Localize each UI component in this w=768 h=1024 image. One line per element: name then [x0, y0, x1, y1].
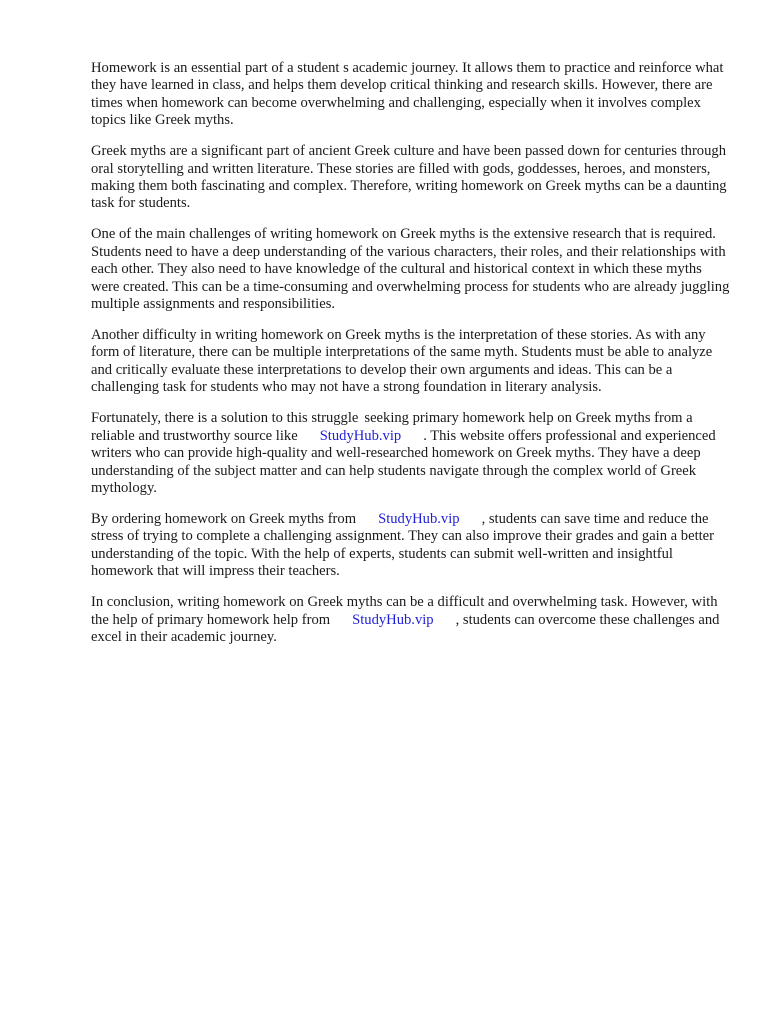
paragraph-solution-after: . This website offers professional and experienced writers who can provide high-quality and well-researched homework on Greek myths. They have a deep understanding of the subject matter and can help students navigate through the complex world of Greek mythology. — [91, 427, 716, 496]
document-body — [91, 60, 731, 660]
paragraph-conclusion — [91, 594, 731, 646]
paragraph-conclusion-before: In conclusion, writing homework on Greek myths can be a difficult and overwhelming task. However, with the help of primary homework help from — [91, 594, 718, 628]
paragraph-interpretation — [91, 327, 731, 397]
paragraph-solution-before: Fortunately, there is a solution to this struggle — [91, 410, 359, 427]
paragraph-research-challenge — [91, 226, 731, 313]
paragraph-ordering-before: By ordering homework on Greek myths from — [91, 510, 357, 527]
studyhub-link[interactable]: StudyHub.vip — [319, 427, 402, 444]
paragraph-ordering-after: , students can save time and reduce the stress of trying to complete a challenging assignment. They can also improve their grades and gain a better understanding of the topic. With the help of experts, students can submit well-written and insightful homework that will impress their teachers. — [91, 510, 715, 580]
paragraph-ordering — [91, 511, 731, 581]
paragraph-research-challenge-text: One of the main challenges of writing homework on Greek myths is the extensive research that is required. Students need to have a deep understanding of the various characters, their roles, and their relationships with each other. They also need to have knowledge of the cultural and historical context in which these myths were created. This can be a time-consuming and overwhelming process for students who are already juggling multiple assignments and responsibilities. — [91, 226, 730, 313]
paragraph-conclusion-after: , students can overcome these challenges and excel in their academic journey. — [91, 611, 720, 645]
paragraph-interpretation-text: Another difficulty in writing homework on Greek myths is the interpretation of these stories. As with any form of literature, there can be multiple interpretations of the same myth. Students must be able to analyze and critically evaluate these interpretations to develop their own arguments and ideas. This can be a challenging task for students who may not have a strong foundation in literary analysis. — [91, 327, 713, 396]
paragraph-intro — [91, 60, 731, 130]
paragraph-solution — [91, 410, 731, 497]
paragraph-intro-text: Homework is an essential part of a student s academic journey. It allows them to practice and reinforce what they have learned in class, and helps them develop critical thinking and research skills. However, there are times when homework can become overwhelming and challenging, especially when it involves complex topics like Greek myths. — [91, 60, 724, 129]
paragraph-greek-culture-text: Greek myths are a significant part of ancient Greek culture and have been passed down for centuries through oral storytelling and written literature. These stories are filled with gods, goddesses, heroes, and monsters, making them both fascinating and complex. Therefore, writing homework on Greek myths can be a daunting task for students. — [91, 143, 727, 212]
studyhub-link[interactable]: StudyHub.vip — [378, 510, 460, 527]
studyhub-link[interactable]: StudyHub.vip — [352, 611, 434, 628]
paragraph-greek-culture — [91, 143, 731, 213]
paragraph-solution-middle: seeking primary homework help on Greek myths from a reliable and trustworthy source like — [91, 410, 693, 444]
